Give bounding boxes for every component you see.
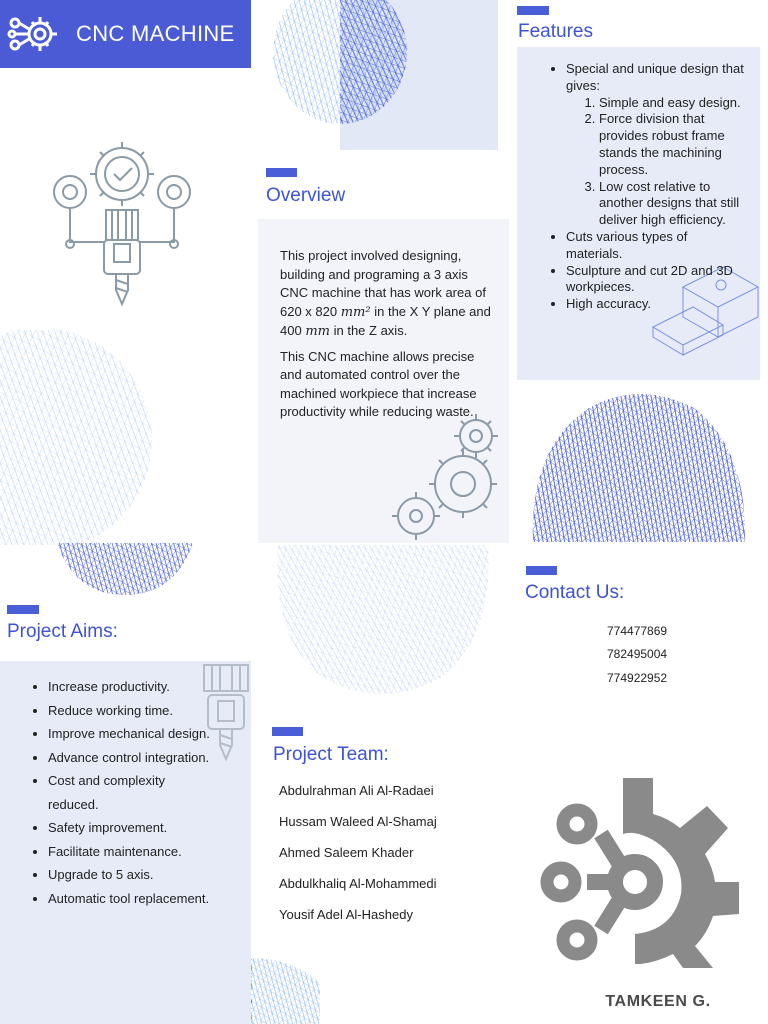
overview-paragraph-1 xyxy=(280,247,495,342)
unit-mm2: mm² xyxy=(340,304,371,320)
aim-item: • Upgrade to 5 axis. xyxy=(48,863,251,887)
features-panel xyxy=(517,47,760,380)
unit-mm: mm xyxy=(305,324,330,339)
feature-subitems-list xyxy=(566,95,744,229)
feature-item: • High accuracy. xyxy=(566,296,744,313)
aim-item: • Cost and complexity reduced. xyxy=(48,769,188,816)
contact-phone: 782495004 xyxy=(607,647,668,661)
wireframe-sphere-left-bottom xyxy=(55,543,195,598)
aim-item: • Automatic tool replacement. xyxy=(48,887,251,911)
overview-text xyxy=(280,247,495,428)
overview-text-part: This project involved designing, building and programing a 3 axis CNC machine that has work area of 620 x 820 xyxy=(280,248,486,319)
team-member: Yousif Adel Al-Hashedy xyxy=(279,907,413,922)
aim-item: • Advance control integration. xyxy=(48,746,251,770)
team-member: Abdulkhaliq Al-Mohammedi xyxy=(279,876,437,891)
wireframe-sphere-right xyxy=(529,388,749,544)
app-title: CNC MACHINE xyxy=(76,21,235,46)
overview-paragraph-2: This CNC machine allows precise and automated control over the machined workpiece that increase productivity while reducing waste. xyxy=(280,348,477,419)
aims-accent-bar xyxy=(7,605,39,614)
contact-accent-bar xyxy=(526,566,557,575)
aim-item: • Increase productivity. xyxy=(48,675,251,699)
gears-icon xyxy=(388,404,513,544)
aim-item: • Improve mechanical design. xyxy=(48,722,251,746)
contact-phone: 774922952 xyxy=(607,671,668,685)
wireframe-sphere-left xyxy=(0,330,160,545)
feature-subitem: 2. Force division that provides robust frame stands the machining process. xyxy=(599,111,744,178)
aims-heading: Project Aims: xyxy=(7,621,118,642)
overview-panel xyxy=(258,219,509,543)
contact-phone: 774477869 xyxy=(607,624,668,638)
features-accent-bar xyxy=(517,6,549,15)
wireframe-sphere-center xyxy=(272,545,494,700)
overview-text-part: in the X Y plane and 400 xyxy=(280,303,491,338)
team-member: Hussam Waleed Al-Shamaj xyxy=(279,814,437,829)
aims-panel xyxy=(0,661,251,1024)
aim-item: • Safety improvement. xyxy=(48,816,251,840)
aim-item: • Reduce working time. xyxy=(48,699,251,723)
header-banner xyxy=(0,0,251,68)
gear-network-icon xyxy=(6,3,68,65)
feature-subitem: 3. Low cost relative to another designs that still deliver high efficiency. xyxy=(599,179,744,229)
wireframe-sphere-top xyxy=(258,0,498,150)
feature-item-label: Special and unique design that gives: xyxy=(566,61,744,93)
feature-subitem: 1. Simple and easy design. xyxy=(599,95,744,112)
feature-item-special-design xyxy=(566,61,744,229)
team-accent-bar xyxy=(272,727,303,736)
overview-accent-bar xyxy=(266,168,297,177)
team-member: Abdulrahman Ali Al-Radaei xyxy=(279,783,434,798)
team-heading: Project Team: xyxy=(273,744,389,765)
aims-list xyxy=(0,661,251,910)
cnc-gears-illustration-icon xyxy=(42,132,202,312)
tamkeen-gear-logo-icon xyxy=(535,774,740,969)
feature-item: • Cuts various types of materials. xyxy=(566,229,744,263)
features-heading: Features xyxy=(518,21,593,42)
contact-heading: Contact Us: xyxy=(525,582,625,603)
features-list xyxy=(517,47,760,313)
feature-item: • Sculpture and cut 2D and 3D workpieces. xyxy=(566,263,744,297)
team-member: Ahmed Saleem Khader xyxy=(279,845,414,860)
aim-item: • Facilitate maintenance. xyxy=(48,840,251,864)
overview-text-part: in the Z axis. xyxy=(333,323,408,338)
overview-heading: Overview xyxy=(266,185,346,206)
brand-name: TAMKEEN G. xyxy=(605,993,711,1010)
